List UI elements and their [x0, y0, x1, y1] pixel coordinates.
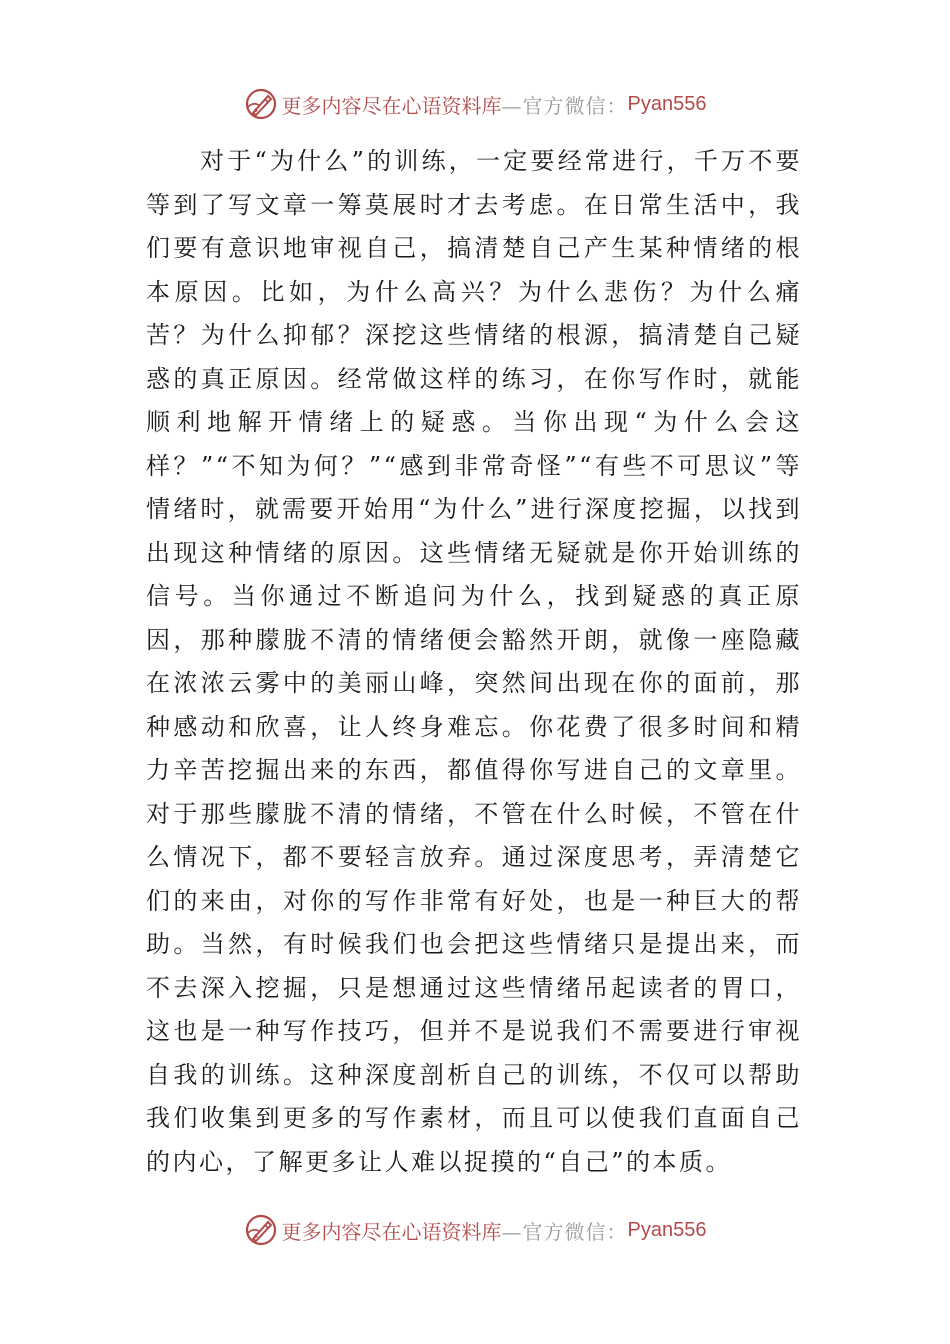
document-body [146, 140, 802, 1184]
footer-wechat-id: Pyan556 [627, 1218, 707, 1241]
body-paragraph: 对于“为什么”的训练，一定要经常进行，千万不要等到了写文章一筹莫展时才去考虑。在日常生活中，我们要有意识地审视自己，搞清楚自己产生某种情绪的根本原因。比如，为什么高兴？为什么悲伤？为什么痛苦？为什么抑郁？深挖这些情绪的根源，搞清楚自己疑惑的真正原因。经常做这样的练习，在你写作时，就能顺利地解开情绪上的疑惑。当你出现“为什么会这样？”“不知为何？”“感到非常奇怪”“有些不可思议”等情绪时，就需要开始用“为什么”进行深度挖掘，以找到出现这种情绪的原因。这些情绪无疑就是你开始训练的信号。当你通过不断追问为什么，找到疑惑的真正原因，那种朦胧不清的情绪便会豁然开朗，就像一座隐藏在浓浓云雾中的美丽山峰，突然间出现在你的面前，那种感动和欣喜，让人终身难忘。你花费了很多时间和精力辛苦挖掘出来的东西，都值得你写进自己的文章里。对于那些朦胧不清的情绪，不管在什么时候，不管在什么情况下，都不要轻言放弃。通过深度思考，弄清楚它们的来由，对你的写作非常有好处，也是一种巨大的帮助。当然，有时候我们也会把这些情绪只是提出来，而不去深入挖掘，只是想通过这些情绪吊起读者的胃口，这也是一种写作技巧，但并不是说我们不需要进行审视自我的训练。这种深度剖析自己的训练，不仅可以帮助我们收集到更多的写作素材，而且可以使我们直面自己的内心，了解更多让人难以捉摸的“自己”的本质。 [146, 147, 802, 1176]
pen-nib-circle-icon [244, 87, 278, 121]
pen-nib-circle-icon [244, 1213, 278, 1247]
header-wechat-id: Pyan556 [627, 92, 707, 115]
footer-wechat-label: —官方微信： [501, 1219, 628, 1244]
header-site-name: 更多内容尽在心语资料库 [281, 93, 502, 118]
footer-banner [0, 1210, 950, 1250]
header-wechat-label: —官方微信： [501, 93, 628, 118]
footer-site-name: 更多内容尽在心语资料库 [281, 1219, 502, 1244]
header-banner [0, 84, 950, 124]
